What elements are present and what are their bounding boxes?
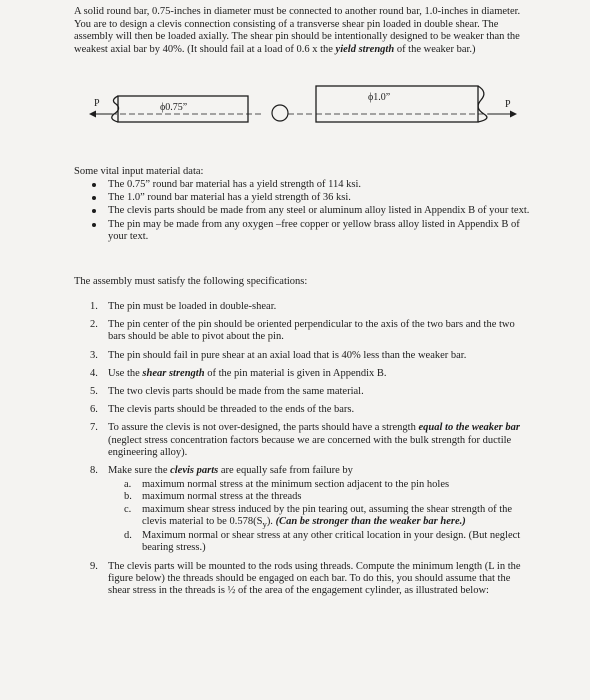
vital-data-heading: Some vital input material data:	[74, 166, 204, 177]
vital-data-list	[92, 179, 532, 244]
spec-text: The pin must be loaded in double-shear.	[108, 301, 277, 312]
spec-text: The two clevis parts should be made from the same material.	[108, 386, 364, 398]
sub-item	[108, 479, 530, 491]
clevis-figure	[88, 82, 518, 132]
small-bar-diameter: ϕ0.75”	[160, 102, 188, 113]
spec-number: 6.	[90, 404, 98, 416]
sub-text: Maximum normal or shear stress at any other critical location in your design. (But neglect bearing stress.)	[142, 530, 521, 554]
spec-item	[90, 350, 530, 362]
list-item: The clevis parts should be made from any steel or aluminum alloy listed in Appendix B of your text.	[92, 205, 532, 217]
sub-letter: b.	[124, 491, 132, 503]
sub-letter: a.	[124, 479, 132, 491]
spec-text: The clevis parts will be mounted to the rods using threads. Compute the minimum length (L in the figure below) the threads should be engaged on each bar. To do this, you should assume that the shear stress in the threads is ½ of the area of the engagement cylinder, as illustrated below:	[108, 560, 521, 596]
spec-item	[90, 561, 530, 598]
large-bar-diameter: ϕ1.0”	[368, 92, 391, 103]
spec-text: The pin center of the pin should be oriented perpendicular to the axis of the two bars and the two bars should be able to pivot about the pin.	[108, 319, 515, 343]
specifications-heading: The assembly must satisfy the following specifications:	[74, 276, 308, 287]
sub-item	[108, 491, 530, 503]
list-item: The pin may be made from any oxygen –free copper or yellow brass alloy listed in Appendix B of your text.	[92, 219, 532, 243]
sub-item	[108, 530, 530, 554]
problem-statement	[74, 6, 534, 56]
specifications-list	[90, 301, 530, 603]
spec-item	[90, 404, 530, 416]
bar-diagram	[88, 82, 518, 132]
spec-item	[90, 465, 530, 555]
sub-item	[108, 504, 530, 531]
spec-number: 8.	[90, 465, 98, 477]
sub-text: maximum normal stress at the minimum section adjacent to the pin holes	[142, 479, 450, 491]
spec-emphasis: clevis parts	[170, 465, 219, 477]
spec-item	[90, 368, 530, 380]
right-arrow-icon	[510, 111, 517, 118]
spec-number: 2.	[90, 319, 98, 331]
failure-mode-list	[108, 479, 530, 554]
spec-text: To assure the clevis is not over-designed, the parts should have a strength	[108, 422, 419, 434]
intro-text: A solid round bar, 0.75-inches in diameter must be connected to another round bar, 1.0-inches in diameter. You are to design a clevis connection consisting of a transverse shear pin loaded in double shear. The assembly will then be loaded axially. The shear pin should be intentionally designed to be weaker than the weakest axial bar by 40%. (It should fail at a load of 0.6 x the	[74, 6, 521, 55]
spec-number: 5.	[90, 386, 98, 398]
spec-item	[90, 386, 530, 398]
sub-text: ).	[266, 515, 276, 527]
left-load-label: P	[94, 98, 100, 109]
large-bar	[316, 86, 478, 122]
spec-text: (neglect stress concentration factors because we are concerned with the bulk strength for ductile engineering alloy).	[108, 434, 512, 458]
spec-item	[90, 301, 530, 313]
spec-number: 9.	[90, 560, 98, 572]
spec-emphasis: shear strength	[142, 367, 205, 379]
spec-text: are equally safe from failure by	[218, 465, 353, 477]
spec-text: Use the	[108, 367, 143, 379]
sub-letter: c.	[124, 503, 132, 515]
intro-text-end: of the weaker bar.)	[394, 43, 476, 55]
left-arrow-icon	[89, 111, 96, 118]
sub-letter: d.	[124, 530, 132, 542]
sub-text: maximum normal stress at the threads	[142, 491, 302, 503]
list-item: The 1.0” round bar material has a yield strength of 36 ksi.	[92, 192, 532, 204]
spec-item	[90, 319, 530, 343]
spec-number: 1.	[90, 301, 98, 312]
intro-emphasis: yield strength	[335, 43, 395, 55]
list-item: The 0.75” round bar material has a yield strength of 114 ksi.	[92, 179, 532, 191]
spec-item	[90, 422, 530, 459]
sub-text: maximum shear stress induced by the pin tearing out, assuming the shear strength of the clevis material to be 0.578(S	[142, 503, 513, 527]
spec-number: 7.	[90, 422, 98, 434]
spec-number: 3.	[90, 349, 98, 361]
sub-emphasis: (Can be stronger than the weaker bar here.)	[275, 515, 466, 527]
spec-emphasis: equal to the weaker bar	[418, 422, 520, 434]
spec-text: The pin should fail in pure shear at an axial load that is 40% less than the weaker bar.	[108, 349, 467, 361]
subscript: y	[262, 518, 267, 529]
spec-text: The clevis parts should be threaded to the ends of the bars.	[108, 404, 355, 416]
spec-text: of the pin material is given in Appendix B.	[204, 367, 387, 379]
spec-text: Make sure the	[108, 465, 171, 477]
spec-number: 4.	[90, 367, 98, 379]
pin-circle	[272, 105, 288, 121]
right-load-label: P	[505, 99, 511, 110]
